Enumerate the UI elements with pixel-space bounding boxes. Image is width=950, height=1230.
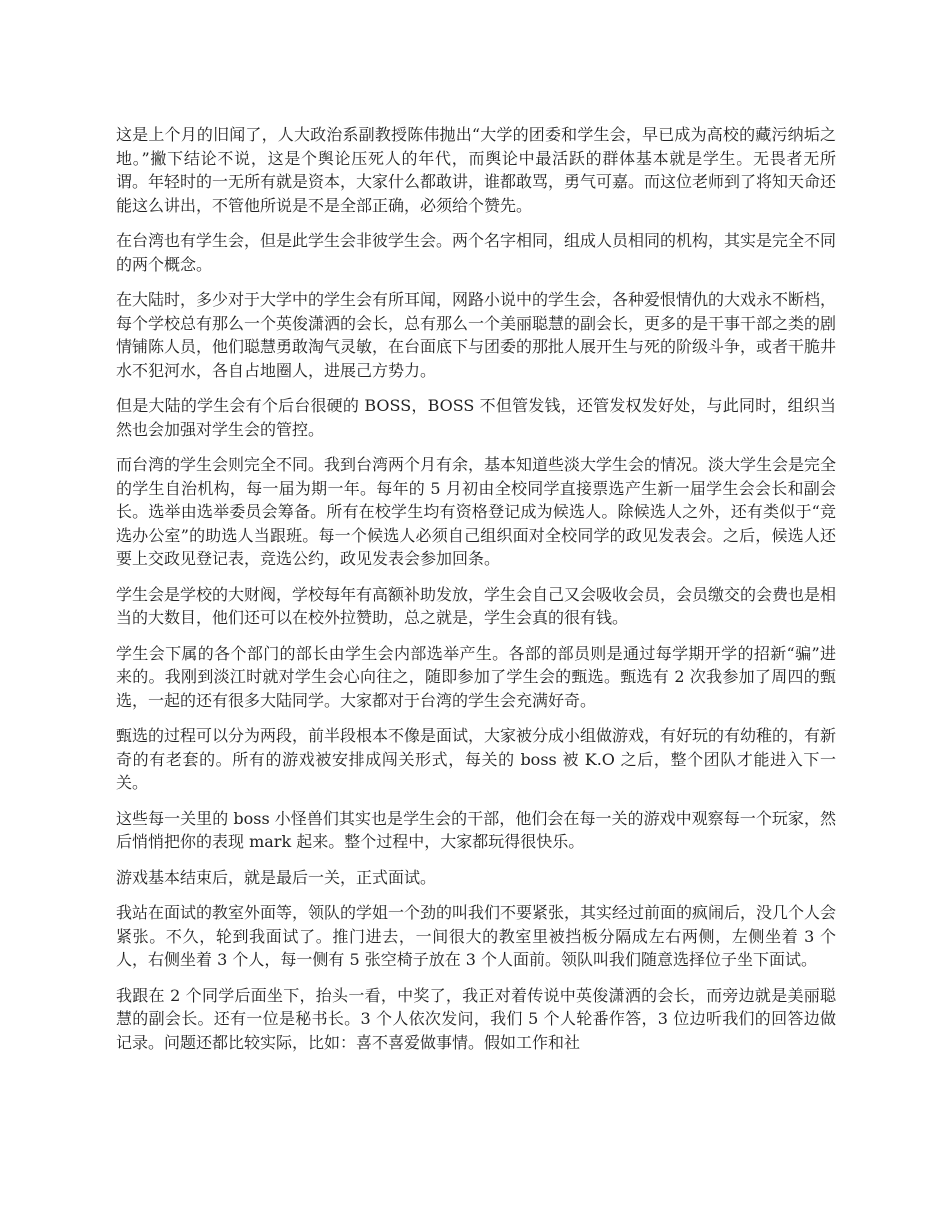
paragraph-1: 这是上个月的旧闻了，人大政治系副教授陈伟抛出“大学的团委和学生会，早已成为高校的藏污纳垢之地。”撇下结论不说，这是个舆论压死人的年代，而舆论中最活跃的群体基本就是学生。无畏者无所谓。年轻时的一无所有就是资本，大家什么都敢讲，谁都敢骂，勇气可嘉。而这位老师到了将知天命还能这么讲出，不管他所说是不是全部正确，必须给个赞先。 [116,125,837,215]
paragraph-5: 而台湾的学生会则完全不同。我到台湾两个月有余，基本知道些淡大学生会的情况。淡大学生会是完全的学生自治机构，每一届为期一年。每年的 5 月初由全校同学直接票选产生新一届学生会会长和副会长。选举由选举委员会筹备。所有在校学生均有资格登记成为候选人。除候选人之外，还有类似于“竞选办公室”的助选人当跟班。每一个候选人必须自己组织面对全校同学的政见发表会。之后，候选人还要上交政见登记表，竞选公约，政见发表会参加回条。 [116,455,837,568]
paragraph-11: 我站在面试的教室外面等，领队的学姐一个劲的叫我们不要紧张，其实经过前面的疯闹后，没几个人会紧张。不久，轮到我面试了。推门进去，一间很大的教室里被挡板分隔成左右两侧，左侧坐着 3 个人，右侧坐着 3 个人，每一侧有 5 张空椅子放在 3 个人面前。领队叫我们随意选择位子坐下面试。 [116,903,837,969]
paragraph-3: 在大陆时，多少对于大学中的学生会有所耳闻，网路小说中的学生会，各种爱恨情仇的大戏永不断档，每个学校总有那么一个英俊潇洒的会长，总有那么一个美丽聪慧的副会长，更多的是干事干部之类的剧情铺陈人员，他们聪慧勇敢淘气灵敏，在台面底下与团委的那批人展开生与死的阶级斗争，或者干脆井水不犯河水，各自占地圈人，进展己方势力。 [116,290,837,380]
document-body [116,123,836,1066]
paragraph-10: 游戏基本结束后，就是最后一关，正式面试。 [116,867,437,887]
paragraph-12: 我跟在 2 个同学后面坐下，抬头一看，中奖了，我正对着传说中英俊潇洒的会长，而旁边就是美丽聪慧的副会长。还有一位是秘书长。3 个人依次发问，我们 5 个人轮番作答，3 位边听我们的回答边做记录。问题还都比较实际，比如：喜不喜爱做事情。假如工作和社 [116,985,836,1052]
paragraph-8: 甄选的过程可以分为两段，前半段根本不像是面试，大家被分成小组做游戏，有好玩的有幼稚的，有新奇的有老套的。所有的游戏被安排成闯关形式，每关的 boss 被 K.O 之后，整个团队才能进入下一关。 [116,726,837,792]
paragraph-9: 这些每一关里的 boss 小怪兽们其实也是学生会的干部，他们会在每一关的游戏中观察每一个玩家，然后悄悄把你的表现 mark 起来。整个过程中，大家都玩得很快乐。 [116,808,836,851]
paragraph-4: 但是大陆的学生会有个后台很硬的 BOSS，BOSS 不但管发钱，还管发权发好处，与此同时，组织当然也会加强对学生会的管控。 [116,396,836,439]
paragraph-2: 在台湾也有学生会，但是此学生会非彼学生会。两个名字相同，组成人员相同的机构，其实是完全不同的两个概念。 [116,231,837,274]
paragraph-7: 学生会下属的各个部门的部长由学生会内部选举产生。各部的部员则是通过每学期开学的招新“骗”进来的。我刚到淡江时就对学生会心向往之，随即参加了学生会的甄选。甄选有 2 次我参加了周四的甄选，一起的还有很多大陆同学。大家都对于台湾的学生会充满好奇。 [116,643,836,710]
paragraph-6: 学生会是学校的大财阀，学校每年有高额补助发放，学生会自己又会吸收会员，会员缴交的会费也是相当的大数目，他们还可以在校外拉赞助，总之就是，学生会真的很有钱。 [116,584,837,627]
